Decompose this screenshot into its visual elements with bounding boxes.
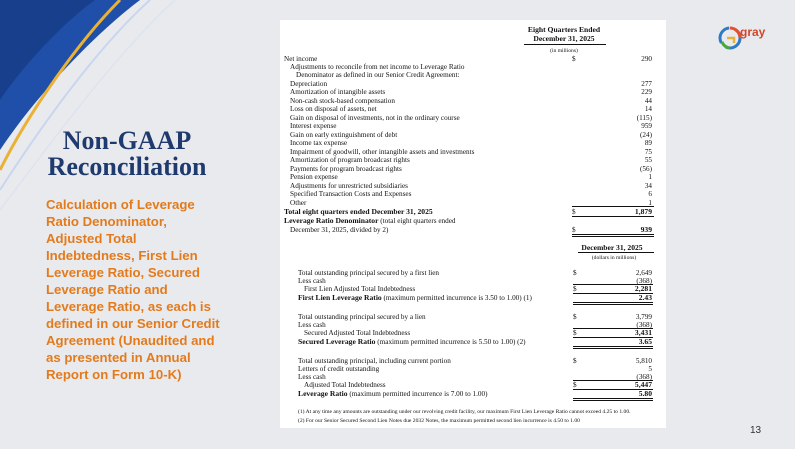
reconciliation-table-panel (280, 20, 666, 428)
t1-row-value: 277 (641, 80, 652, 88)
t2-g3-row-value: (368) (636, 373, 652, 381)
slide-title-line2: Reconciliation (47, 152, 207, 181)
t1-denominator-label-bold: Leverage Ratio Denominator (284, 216, 379, 225)
t1-row-label: Interest expense (290, 122, 337, 130)
t2-g3-ratio-value: 5.80 (638, 389, 652, 398)
t1-row-label: Pension expense (290, 173, 338, 181)
t2-g2-ratio-value: 3.65 (638, 337, 652, 346)
t2-g1-row-value: (368) (636, 277, 652, 285)
t2-g1-ratio-label-bold: First Lien Leverage Ratio (298, 293, 382, 302)
t2-g1-row-label: First Lien Adjusted Total Indebtedness (304, 285, 416, 293)
t1-row-label: Adjustments to reconcile from net income to Leverage Ratio (290, 63, 465, 71)
t2-g3-row-value: 5 (648, 365, 652, 373)
t2-g3-row-value: 5,447 (634, 380, 652, 389)
t2-g3-row-label: Less cash (298, 373, 326, 381)
t1-row-label: Depreciation (290, 80, 328, 88)
t1-row-value: (24) (640, 131, 652, 139)
t2-g2-ratio-label-bold: Secured Leverage Ratio (298, 337, 376, 346)
t2-g1-row-value: 2,281 (634, 284, 652, 293)
t2-g2-row-label: Less cash (298, 321, 326, 329)
t1-row-label: Gain on disposal of investments, not in the ordinary course (290, 114, 460, 122)
t1-header-line2: December 31, 2025 (533, 34, 595, 43)
t1-row-cur: $ (572, 55, 576, 63)
t2-g2-row-label: Total outstanding principal secured by a lien (298, 313, 426, 321)
t2-g3-ratio-label-rest: (maximum permitted incurrence is 7.00 to 1.00) (347, 390, 488, 398)
footnote-2: (2) For our Senior Secured Second Lien Notes due 2032 Notes, the maximum permitted second lien incurrence is 4.50 to 1.00 (298, 418, 580, 424)
t1-denominator-value: 939 (640, 225, 652, 234)
logo-text: gray (740, 25, 766, 39)
t1-row-value: 89 (644, 139, 652, 147)
t1-row-label: Adjustments for unrestricted subsidiaries (290, 182, 408, 190)
t1-row-value: 1 (648, 199, 652, 207)
t1-row-value: 34 (644, 182, 652, 190)
t1-row-label: Other (290, 199, 307, 207)
slide-subtitle: Calculation of Leverage Ratio Denominator, Adjusted Total Indebtedness, First Lien Leverage Ratio, Secured Leverage Ratio and Leverage Ratio, as each is defined in our Senior Credit Agreement (Unaudited and as presented in Annual Report on Form 10-K) (46, 197, 220, 382)
t1-row-value: 75 (644, 148, 652, 156)
t1-denominator-cur: $ (572, 226, 576, 234)
t1-row-label: Impairment of goodwill, other intangible assets and investments (290, 148, 475, 156)
t2-g1-ratio-label-rest: (maximum permitted incurrence is 3.50 to 1.00) (1) (381, 294, 532, 302)
t2-g3-row-label: Letters of credit outstanding (298, 365, 380, 373)
t2-g1-row-cur: $ (573, 285, 577, 293)
t1-header-units: (in millions) (550, 48, 578, 54)
t1-header-line1: Eight Quarters Ended (527, 25, 601, 34)
t2-g2-row-label: Secured Adjusted Total Indebtedness (304, 329, 411, 337)
t1-row-value: 6 (648, 190, 652, 198)
t1-row-label: Payments for program broadcast rights (290, 165, 402, 173)
t1-total-label: Total eight quarters ended December 31, 2025 (284, 207, 433, 216)
t1-row-label: Denominator as defined in our Senior Credit Agreement: (296, 71, 460, 79)
t2-g3-ratio-label-bold: Leverage Ratio (298, 389, 348, 398)
t1-row-label: Loss on disposal of assets, net (290, 105, 377, 113)
footnote-1: (1) At any time any amounts are outstanding under our revolving credit facility, our maximum First Lien Leverage Ratio cannot exceed 4.25 to 1.00. (298, 409, 631, 415)
t1-row-value: 55 (644, 156, 652, 164)
t1-row-label: Amortization of program broadcast rights (290, 156, 410, 164)
t1-total-cur: $ (572, 208, 576, 216)
t2-g1-row-label: Less cash (298, 277, 326, 285)
slide-title (22, 128, 232, 180)
page-number: 13 (750, 425, 762, 436)
t2-g3-row-value: 5,810 (635, 357, 652, 365)
t2-g3-row-cur: $ (573, 357, 577, 365)
t1-denominator-label (284, 217, 456, 225)
t1-denominator-label-line2: December 31, 2025, divided by 2) (290, 226, 389, 234)
t2-g2-ratio-label-rest: (maximum permitted incurrence is 5.50 to 1.00) (2) (375, 338, 526, 346)
t1-row-label: Net income (284, 55, 318, 63)
t2-header-line1: December 31, 2025 (581, 243, 643, 252)
t2-g3-row-label: Adjusted Total Indebtedness (304, 381, 386, 389)
t1-row-value: 14 (644, 105, 652, 113)
t2-g3-row-cur: $ (573, 381, 577, 389)
slide-title-line1: Non-GAAP (62, 126, 192, 155)
t2-g2-row-cur: $ (573, 313, 577, 321)
t1-total-value: 1,879 (634, 207, 652, 216)
t2-g1-ratio-value: 2.43 (638, 293, 652, 302)
t1-denominator-label-rest: (total eight quarters ended (378, 217, 456, 225)
t1-row-label: Income tax expense (290, 139, 348, 147)
t1-row-value: 229 (641, 88, 652, 96)
t2-g2-row-cur: $ (573, 329, 577, 337)
t2-g3-row-label: Total outstanding principal, including current portion (298, 357, 451, 365)
t1-row-value: 290 (641, 55, 652, 63)
t1-row-label: Specified Transaction Costs and Expenses (290, 190, 412, 198)
t2-g1-row-cur: $ (573, 269, 577, 277)
t2-g2-ratio-label (298, 338, 526, 346)
t1-row-label: Non-cash stock-based compensation (290, 97, 395, 105)
t1-row-value: 1 (648, 173, 652, 181)
t2-header-units: (dollars in millions) (591, 255, 637, 261)
t1-row-label: Gain on early extinguishment of debt (290, 131, 398, 139)
t1-row-value: 44 (644, 97, 652, 105)
t1-row-label: Amortization of intangible assets (290, 88, 386, 96)
t2-g1-row-value: 2,649 (635, 269, 652, 277)
t2-g2-row-value: (368) (636, 321, 652, 329)
t2-g2-row-value: 3,799 (635, 313, 652, 321)
t2-g1-ratio-label (298, 294, 532, 302)
t2-g3-ratio-label (298, 390, 487, 398)
t1-row-value: 959 (641, 122, 652, 130)
t1-row-value: (56) (640, 165, 652, 173)
t2-g1-row-label: Total outstanding principal secured by a first lien (298, 269, 440, 277)
t1-row-value: (115) (636, 114, 652, 122)
t2-g2-row-value: 3,431 (634, 328, 652, 337)
